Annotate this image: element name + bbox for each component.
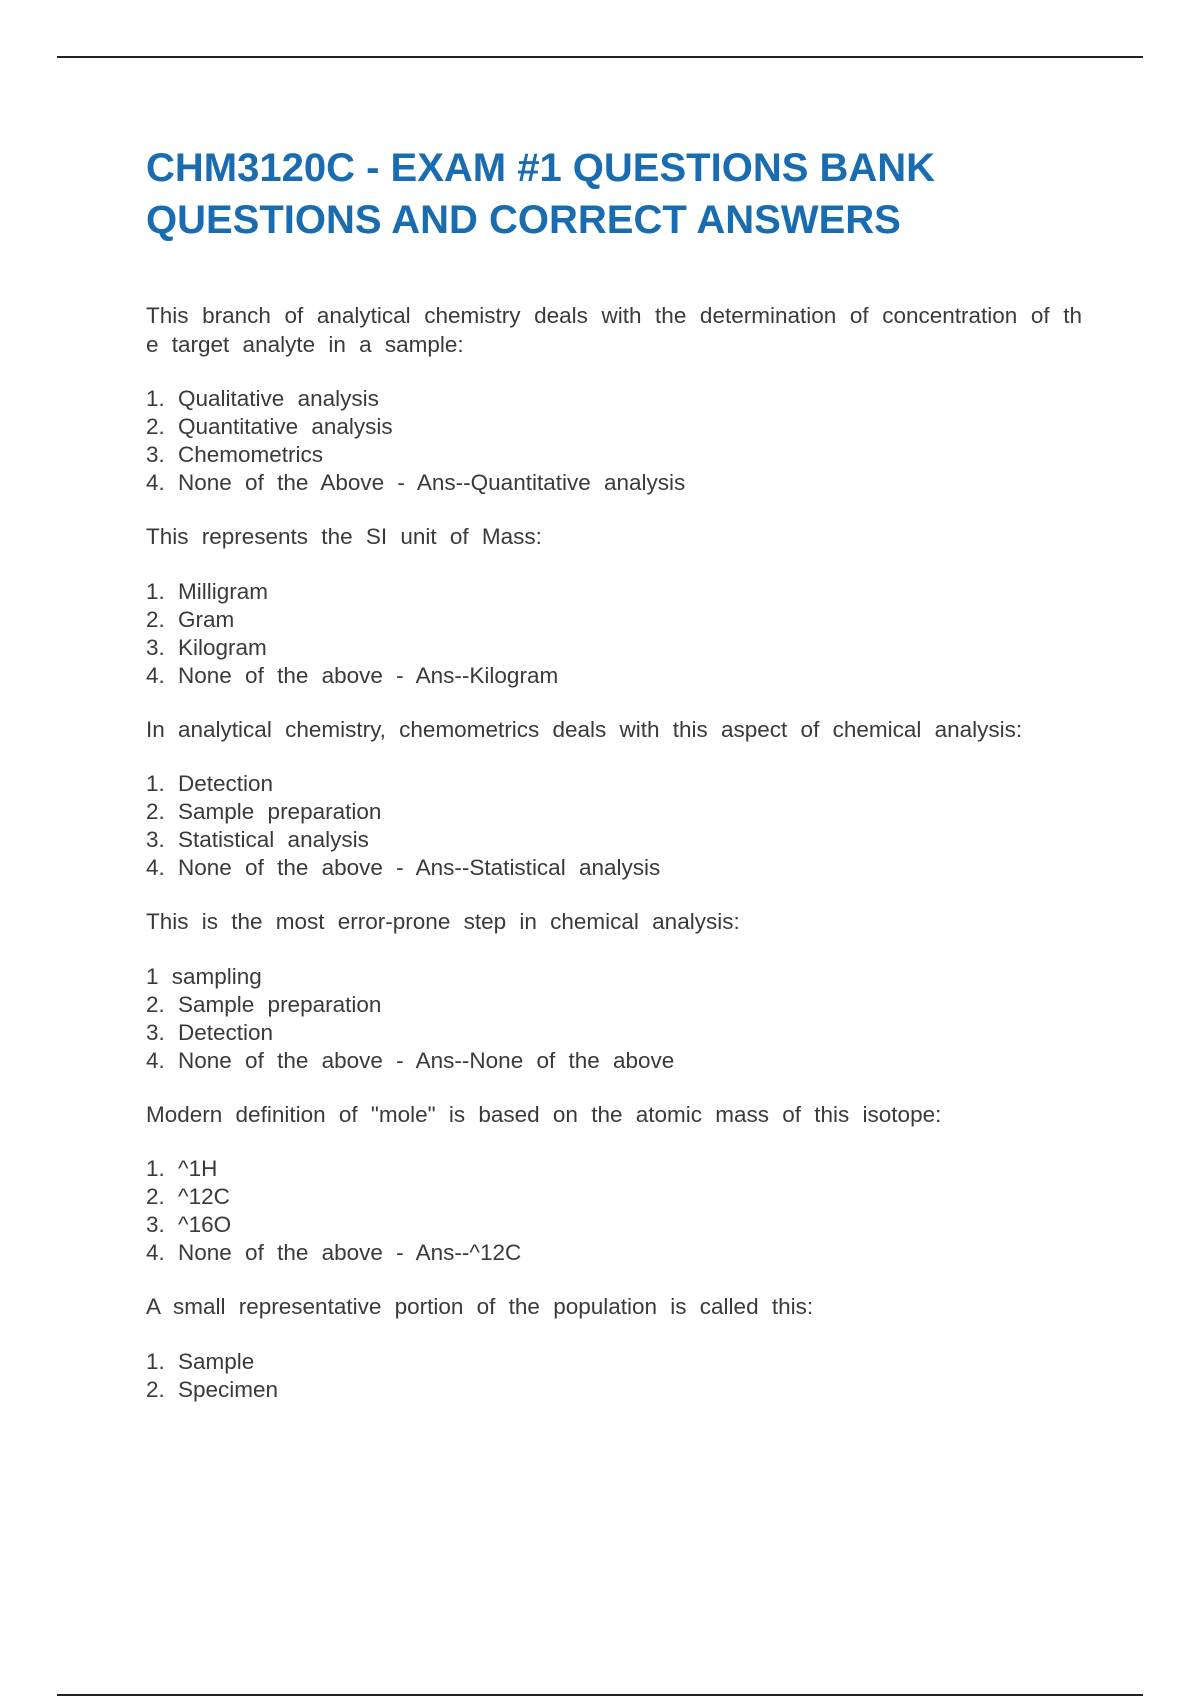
question-text: This represents the SI unit of Mass: — [146, 524, 542, 549]
question-5 — [146, 1101, 1082, 1268]
answer-options — [146, 385, 1082, 497]
answer-option: 2. Sample preparation — [146, 991, 382, 1017]
answer-option: 2. Sample preparation — [146, 799, 382, 824]
document-body — [146, 142, 1082, 1404]
question-text: This is the most error-prone step in chemical analysis: — [146, 909, 740, 934]
answer-option: 2. Gram — [146, 606, 235, 632]
answer-option-with-answer: 4. None of the above - Ans--Kilogram — [146, 662, 559, 688]
answer-option: 1. Qualitative analysis — [146, 386, 379, 411]
answer-option: 1. Milligram — [146, 578, 269, 604]
question-text: In analytical chemistry, chemometrics deals with this aspect of chemical analysis: — [146, 716, 1023, 742]
answer-option: 1 sampling — [146, 963, 262, 989]
answer-option: 3. Detection — [146, 1019, 274, 1045]
answer-option: 1. ^1H — [146, 1156, 218, 1181]
answer-options — [146, 578, 1082, 690]
answer-options — [146, 1155, 1082, 1267]
page-top-rule — [57, 56, 1143, 58]
question-text: This branch of analytical chemistry deals with the determination of concentration of the target analyte in a sample: — [146, 303, 1082, 357]
question-6 — [146, 1293, 1082, 1404]
document-title: CHM3120C - EXAM #1 QUESTIONS BANK QUESTIONS AND CORRECT ANSWERS — [146, 146, 936, 242]
answer-option: 3. Kilogram — [146, 634, 267, 660]
answer-option: 2. ^12C — [146, 1184, 230, 1209]
answer-option: 1. Detection — [146, 771, 274, 796]
question-text: A small representative portion of the population is called this: — [146, 1294, 814, 1319]
question-3 — [146, 716, 1082, 883]
page-bottom-rule — [57, 1694, 1143, 1696]
answer-option: 2. Specimen — [146, 1376, 279, 1402]
answer-option: 3. ^16O — [146, 1212, 232, 1237]
answer-option: 2. Quantitative analysis — [146, 414, 393, 439]
answer-options — [146, 963, 1082, 1075]
answer-option-with-answer: 4. None of the Above - Ans--Quantitative analysis — [146, 470, 686, 495]
answer-options — [146, 770, 1082, 882]
answer-option: 3. Statistical analysis — [146, 827, 369, 852]
answer-option-with-answer: 4. None of the above - Ans--^12C — [146, 1240, 522, 1265]
question-4 — [146, 908, 1082, 1075]
question-1 — [146, 302, 1082, 497]
answer-options — [146, 1348, 1082, 1404]
answer-option: 3. Chemometrics — [146, 442, 324, 467]
answer-option: 1. Sample — [146, 1348, 255, 1374]
question-text: Modern definition of "mole" is based on the atomic mass of this isotope: — [146, 1101, 942, 1127]
question-2 — [146, 523, 1082, 690]
answer-option-with-answer: 4. None of the above - Ans--None of the above — [146, 1047, 675, 1073]
answer-option-with-answer: 4. None of the above - Ans--Statistical analysis — [146, 855, 661, 880]
